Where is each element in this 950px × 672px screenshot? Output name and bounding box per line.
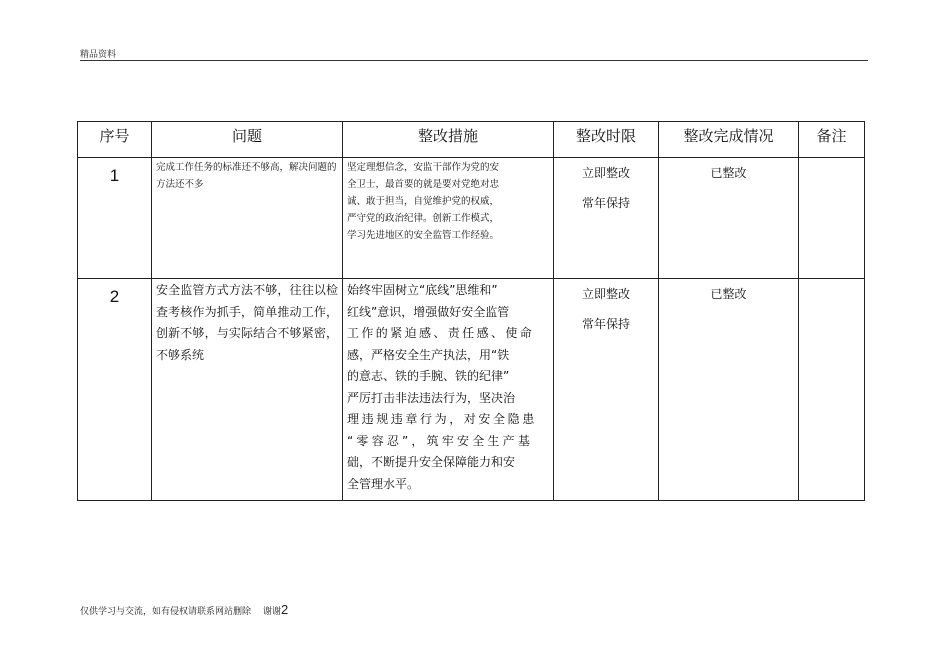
measure-line: 全卫士，最首要的就是要对党绝对忠: [347, 179, 500, 190]
measure-line: 的意志、铁的手腕、铁的纪律”: [347, 369, 510, 383]
deadline-cell: [554, 158, 659, 279]
header-cell-note: 备注: [799, 122, 865, 158]
deadline-line: 立即整改: [581, 166, 630, 180]
footer-disclaimer: 仅供学习与交流，如有侵权请联系网站删除: [80, 607, 252, 617]
note-cell: [799, 158, 865, 279]
measure-line: 红线”意识，增强做好安全监管: [347, 304, 510, 319]
measure-line: 诚、敢于担当，自觉维护党的权威，: [347, 196, 500, 207]
deadline-cell: [554, 279, 659, 501]
measure-text: [343, 158, 553, 244]
measure-line: 础，不断提升安全保障能力和安: [347, 455, 516, 469]
row-number: 2: [78, 279, 152, 501]
measure-cell: [343, 158, 554, 279]
measure-line: “零容忍”，筑牢安全生产基: [347, 433, 534, 448]
status-cell: 已整改: [659, 158, 799, 279]
measure-line: 理违规违章行为，对安全隐患: [347, 412, 537, 426]
deadline-line: 常年保持: [581, 317, 630, 331]
measure-text: [343, 279, 553, 495]
measure-line: 工作的紧迫感、责任感、使命: [347, 326, 535, 340]
measure-line: 始终牢固树立“底线”思维和”: [347, 283, 498, 297]
header-cell-no: 序号: [78, 122, 152, 158]
header-cell-deadline: 整改时限: [554, 122, 659, 158]
page-number: 2: [281, 602, 289, 617]
measure-line: 严厉打击非法违法行为，坚决治: [347, 390, 516, 405]
problem-text: 完成工作任务的标准还不够高，解决问题的方法还不多: [156, 162, 337, 190]
problem-cell: [152, 279, 343, 501]
measure-cell: [343, 279, 554, 501]
header-cell-problem: 问题: [152, 122, 343, 158]
table-row: [78, 279, 865, 501]
measure-line: 严守党的政治纪律。创新工作模式，: [347, 213, 500, 224]
table-header-row: [78, 122, 865, 158]
deadline-line: 常年保持: [581, 196, 630, 210]
measure-line: 感，严格安全生产执法，用“铁: [347, 347, 510, 362]
note-cell: [799, 279, 865, 501]
header-cell-status: 整改完成情况: [659, 122, 799, 158]
header-divider: [80, 60, 868, 61]
header-cell-measure: 整改措施: [343, 122, 554, 158]
footer-thanks: 谢谢: [263, 607, 282, 617]
measure-line: 学习先进地区的安全监管工作经验。: [347, 230, 500, 241]
table-row: [78, 158, 865, 279]
measure-line: 坚定理想信念，安监干部作为党的安: [347, 162, 500, 173]
measure-line: 全管理水平。: [347, 476, 420, 491]
rectification-table: [77, 121, 865, 501]
page-footer: [80, 602, 288, 617]
problem-cell: [152, 158, 343, 279]
problem-text: 安全监管方式方法不够，往往以检查考核作为抓手，简单推动工作，创新不够，与实际结合不够紧密，不够系统: [156, 283, 338, 362]
page-header-text: 精品资料: [80, 50, 117, 60]
status-cell: 已整改: [659, 279, 799, 501]
row-number: 1: [78, 158, 152, 279]
deadline-line: 立即整改: [581, 287, 630, 301]
